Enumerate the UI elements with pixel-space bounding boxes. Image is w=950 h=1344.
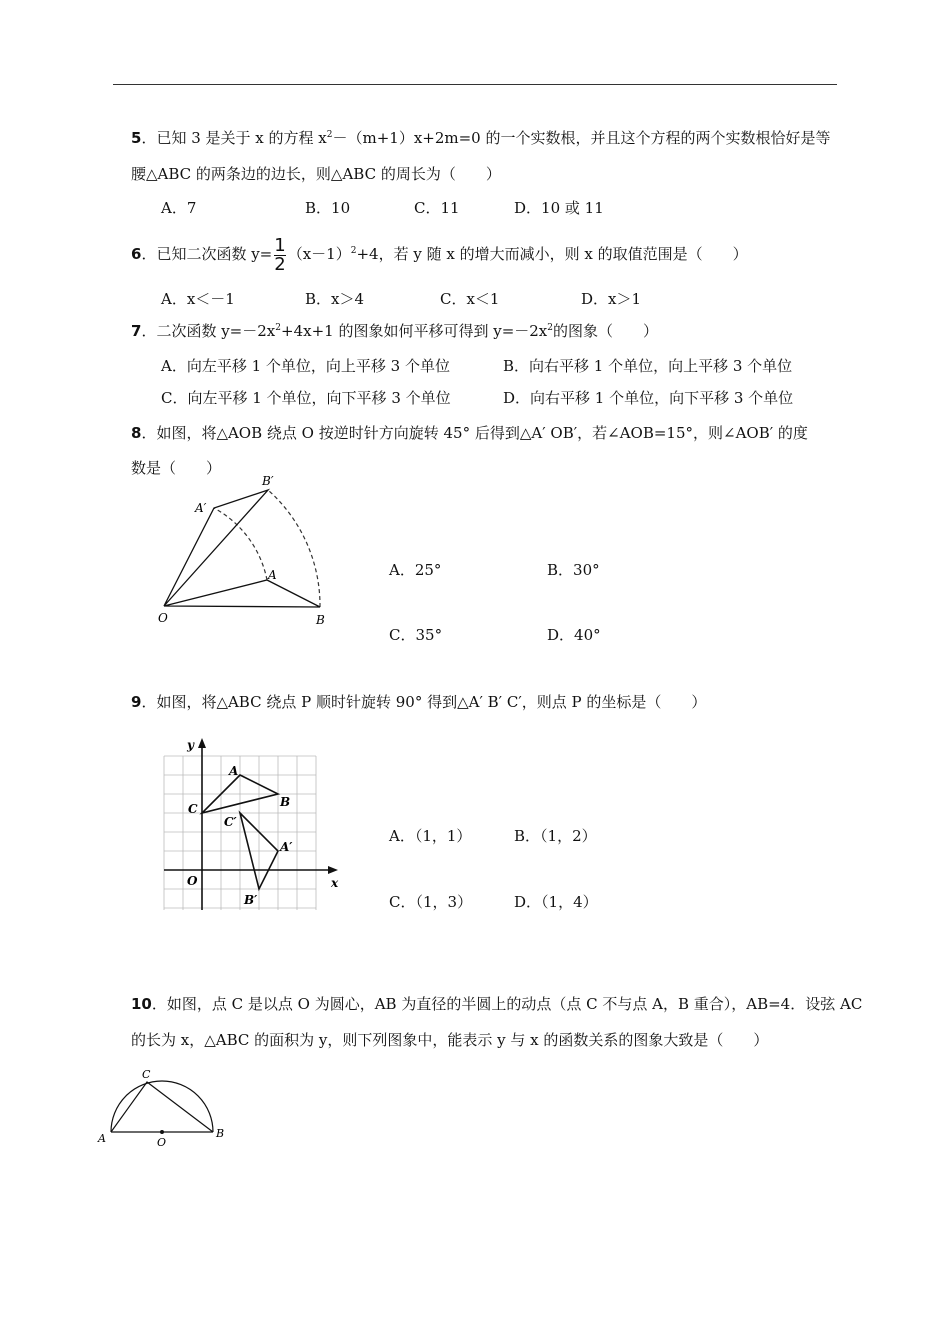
q9-label-c: C (188, 802, 198, 816)
q8-label-o: O (158, 611, 168, 625)
q5-option-a[interactable]: A．7 (161, 199, 197, 217)
q10-number: 10 (131, 995, 152, 1013)
q9-label-b-prime: B′ (244, 893, 258, 907)
q9-number: 9 (131, 693, 142, 711)
q8-arc-b (268, 490, 320, 607)
q8-label-a: A (268, 568, 277, 582)
q9-label-x: x (331, 876, 339, 890)
q8-triangle-aob (164, 580, 320, 607)
q8-line2: 数是（ ） (131, 459, 222, 477)
q9-y-arrow (198, 738, 206, 748)
q9-option-c[interactable]: C．（1，3） (389, 893, 473, 911)
q9-label-o: O (187, 874, 198, 888)
q10-label-o: O (157, 1136, 167, 1149)
q9-line: 9．如图，将△ABC 绕点 P 顺时针旋转 90° 得到△A′ B′ C′，则点 P 的坐标是（ ） (131, 693, 707, 711)
q9-option-d[interactable]: D．（1，4） (514, 893, 598, 911)
q9-label-b: B (280, 795, 291, 809)
q9-x-arrow (328, 866, 338, 874)
q5-option-b[interactable]: B．10 (305, 199, 351, 217)
q8-rotation-figure (150, 470, 340, 630)
q6-option-a[interactable]: A．x＜－1 (161, 290, 235, 308)
q9-option-b[interactable]: B．（1，2） (514, 827, 597, 845)
q10-center-point (160, 1130, 164, 1134)
q7-line: 7．二次函数 $y=-2x^2+4x+1$ 的图象如何平移可得到 $y=-2x^2$的图象（ ） (131, 322, 659, 340)
q7-option-c[interactable]: C．向左平移 1 个单位，向下平移 3 个单位 (161, 389, 451, 407)
q5-line1: 5．已知 3 是关于 x 的方程 $x^2-(m+1)x+2m=0$ 的一个实数根，并且这个方程的两个实数根恰好是等 (131, 129, 831, 147)
q8-label-a-prime: A′ (195, 501, 207, 515)
q8-arc-a (214, 508, 267, 580)
q10-label-b: B (216, 1127, 225, 1140)
q8-option-c[interactable]: C．35° (389, 626, 443, 644)
q5-number: 5 (131, 129, 142, 147)
q9-label-a-prime: A′ (280, 840, 293, 854)
q10-semicircle-figure (95, 1060, 235, 1155)
q9-option-a[interactable]: A．（1，1） (389, 827, 472, 845)
fraction-one-half: $\frac{1}{2}$ (274, 234, 286, 275)
q8-line1: 8．如图，将△AOB 绕点 O 按逆时针方向旋转 45° 后得到△A′ OB′，若∠AOB=15°，则∠AOB′ 的度 (131, 424, 808, 442)
q8-option-b[interactable]: B．30° (547, 561, 600, 579)
q8-option-a[interactable]: A．25° (389, 561, 442, 579)
q10-label-c: C (142, 1068, 151, 1081)
header-rule (113, 84, 837, 85)
q6-line: 6．已知二次函数 y= $\frac{1}{2}$ $(x-1)^2+4$，若 y 随 x 的增大而减小，则 x 的取值范围是（ ） (131, 234, 748, 275)
q8-label-b: B (316, 613, 325, 627)
q9-label-a: A (229, 764, 239, 778)
q7-option-b[interactable]: B．向右平移 1 个单位，向上平移 3 个单位 (503, 357, 793, 375)
q8-triangle-a1ob1 (164, 490, 268, 606)
q10-line1: 10．如图，点 C 是以点 O 为圆心，AB 为直径的半圆上的动点（点 C 不与点 A，B 重合），AB=4．设弦 AC (131, 995, 863, 1013)
q9-grid-figure (160, 733, 345, 913)
q6-option-c[interactable]: C．x＜1 (440, 290, 500, 308)
q6-option-d[interactable]: D．x＞1 (581, 290, 642, 308)
q10-chords-ac-cb (111, 1082, 213, 1132)
q5-option-c[interactable]: C．11 (414, 199, 460, 217)
q7-option-d[interactable]: D．向右平移 1 个单位，向下平移 3 个单位 (503, 389, 794, 407)
q6-option-b[interactable]: B．x＞4 (305, 290, 365, 308)
q7-number: 7 (131, 322, 142, 340)
q9-label-c-prime: C′ (224, 815, 237, 829)
q10-label-a: A (98, 1132, 106, 1145)
q5-option-d[interactable]: D．10 或 11 (514, 199, 604, 217)
q10-semicircle-arc (111, 1081, 213, 1132)
q9-label-y: y (187, 738, 194, 752)
q8-option-d[interactable]: D．40° (547, 626, 601, 644)
q5-line2: 腰△ABC 的两条边的边长，则△ABC 的周长为（ ） (131, 165, 501, 183)
q10-line2: 的长为 x，△ABC 的面积为 y，则下列图象中，能表示 y 与 x 的函数关系的图象大致是（ ） (131, 1031, 769, 1049)
q7-option-a[interactable]: A．向左平移 1 个单位，向上平移 3 个单位 (161, 357, 450, 375)
q8-label-b-prime: B′ (262, 474, 274, 488)
q8-number: 8 (131, 424, 142, 442)
q6-number: 6 (131, 245, 142, 263)
